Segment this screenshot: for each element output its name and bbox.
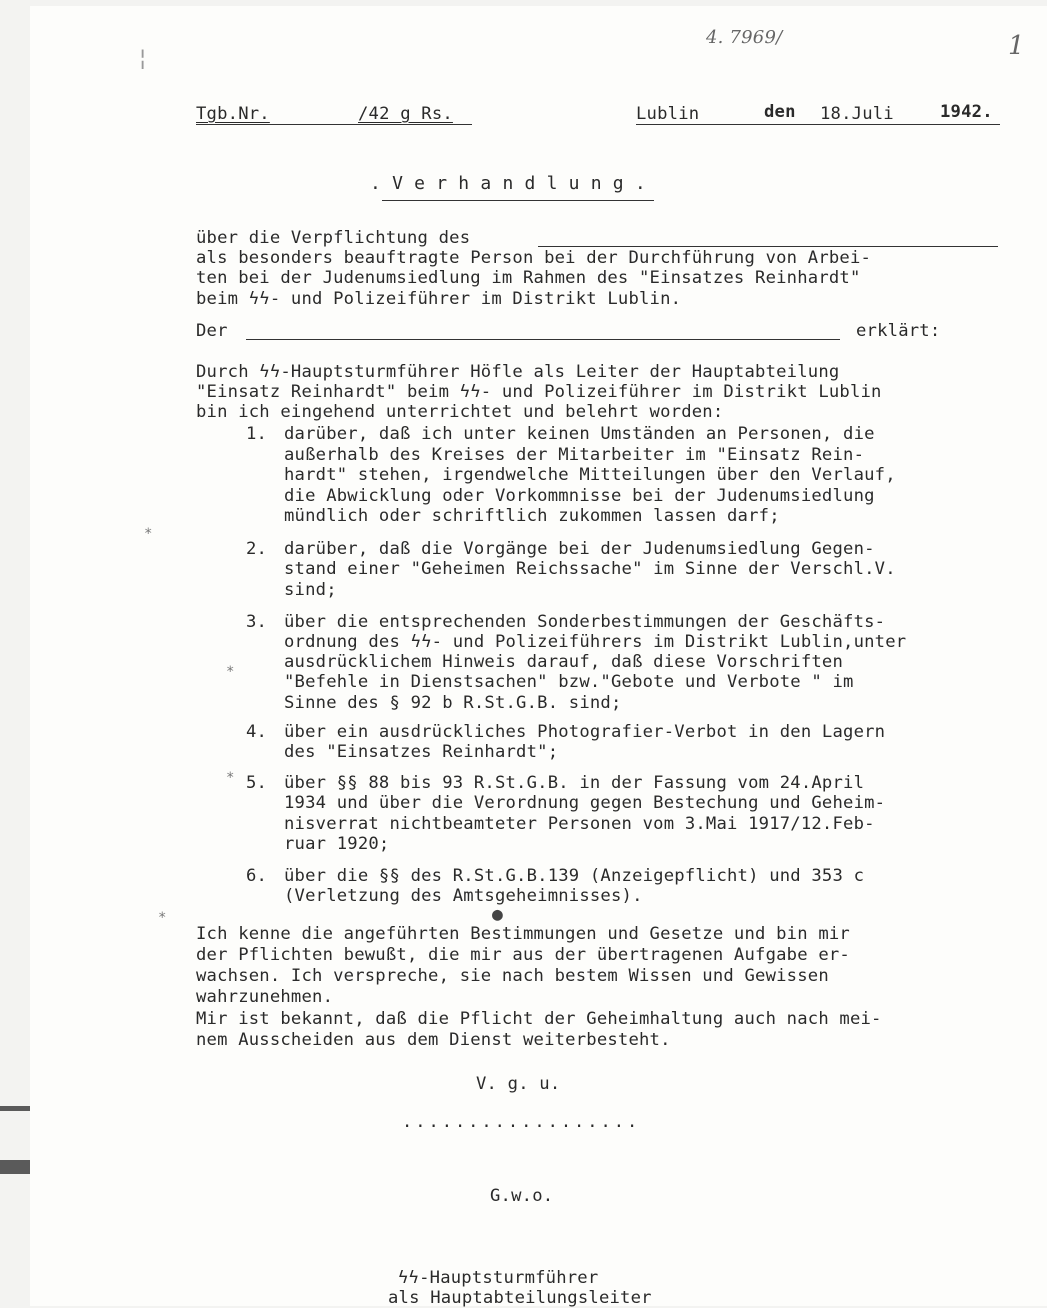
document-title: . V e r h a n d l u n g . (370, 173, 646, 194)
closing-line: nem Ausscheiden aus dem Dienst weiterbesteht. (196, 1030, 671, 1050)
scan-edge-mark (0, 1160, 30, 1174)
scan-edge-mark (0, 1106, 30, 1111)
item-line: ordnung des ϟϟ- und Polizeiführers im Distrikt Lublin,unter (284, 632, 907, 652)
signature-rank: ϟϟ-Hauptsturmführer (398, 1268, 599, 1288)
item-number: 1. (246, 424, 268, 444)
item-line: über die §§ des R.St.G.B.139 (Anzeigepflicht) und 353 c (284, 866, 865, 886)
date: 18.Juli (820, 104, 894, 124)
scan-speck: * (144, 526, 153, 542)
item-number: 6. (246, 866, 268, 886)
den-label: den (764, 102, 796, 122)
item-line: Sinne des § 92 b R.St.G.B. sind; (284, 693, 622, 713)
body-line: Durch ϟϟ-Hauptsturmführer Höfle als Leiter der Hauptabteilung (196, 362, 840, 382)
signature-title: als Hauptabteilungsleiter (388, 1288, 652, 1308)
item-line: stand einer "Geheimen Reichssache" im Sinne der Verschl.V. (284, 559, 896, 579)
closing-line: wahrzunehmen. (196, 987, 334, 1007)
tgb-number: /42 g Rs. (358, 104, 453, 124)
closing-line: Ich kenne die angeführten Bestimmungen und Gesetze und bin mir (196, 924, 850, 944)
signature-dotted-line: .................. (402, 1112, 641, 1132)
item-number: 2. (246, 539, 268, 559)
archive-number: 4. 7969/ (706, 27, 783, 48)
item-line: (Verletzung des Amtsgeheimnisses). (284, 886, 643, 906)
year: 1942. (940, 102, 993, 122)
tgb-label: Tgb.Nr. (196, 104, 270, 124)
item-line: 1934 und über die Verordnung gegen Bestechung und Geheim- (284, 793, 886, 813)
closing-line: der Pflichten bewußt, die mir aus der übertragenen Aufgabe er- (196, 945, 850, 965)
item-line: des "Einsatzes Reinhardt"; (284, 742, 559, 762)
item-line: ruar 1920; (284, 834, 390, 854)
scan-speck: ¦ (136, 46, 150, 71)
archive-page-number: 1 (1008, 31, 1025, 61)
item-line: über §§ 88 bis 93 R.St.G.B. in der Fassung vom 24.April (284, 773, 865, 793)
date-underline (636, 124, 1000, 125)
item-line: über ein ausdrückliches Photografier-Verbot in den Lagern (284, 722, 886, 742)
intro-line: über die Verpflichtung des (196, 228, 471, 248)
intro-line: beim ϟϟ- und Polizeiführer im Distrikt Lublin. (196, 289, 682, 309)
item-line: darüber, daß die Vorgänge bei der Judenumsiedlung Gegen- (284, 539, 875, 559)
item-line: ausdrücklichem Hinweis darauf, daß diese Vorschriften (284, 652, 844, 672)
place: Lublin (636, 104, 700, 124)
gwo-mark: G.w.o. (490, 1186, 554, 1206)
scan-speck: ● (492, 904, 503, 925)
item-line: sind; (284, 580, 337, 600)
intro-line: als besonders beauftragte Person bei der Durchführung von Arbei- (196, 248, 872, 268)
item-line: die Abwicklung oder Vorkommnisse bei der Judenumsiedlung (284, 486, 875, 506)
item-line: darüber, daß ich unter keinen Umständen an Personen, die (284, 424, 875, 444)
item-line: außerhalb des Kreises der Mitarbeiter im "Einsatz Rein- (284, 445, 865, 465)
closing-line: Mir ist bekannt, daß die Pflicht der Geheimhaltung auch nach mei- (196, 1009, 882, 1029)
der-label: Der (196, 321, 228, 341)
item-line: nisverrat nichtbeamteter Personen vom 3.Mai 1917/12.Feb- (284, 814, 875, 834)
item-line: hardt" stehen, irgendwelche Mitteilungen über den Verlauf, (284, 465, 896, 485)
der-blank-line (246, 339, 840, 340)
tgb-underline (196, 124, 472, 125)
scan-speck: * (226, 770, 235, 786)
document-page (30, 6, 1047, 1306)
closing-line: wachsen. Ich verspreche, sie nach bestem Wissen und Gewissen (196, 966, 829, 986)
name-blank-line (538, 246, 998, 247)
body-line: bin ich eingehend unterrichtet und belehrt worden: (196, 402, 724, 422)
item-number: 5. (246, 773, 268, 793)
item-number: 3. (246, 612, 268, 632)
item-line: über die entsprechenden Sonderbestimmungen der Geschäfts- (284, 612, 886, 632)
item-number: 4. (246, 722, 268, 742)
scan-speck: * (158, 910, 167, 926)
vgu-mark: V. g. u. (476, 1074, 561, 1094)
title-underline (382, 200, 654, 201)
item-line: "Befehle in Dienstsachen" bzw."Gebote und Verbote " im (284, 672, 854, 692)
body-line: "Einsatz Reinhardt" beim ϟϟ- und Polizeiführer im Distrikt Lublin (196, 382, 882, 402)
erklaert-label: erklärt: (856, 321, 941, 341)
scan-speck: * (226, 664, 235, 680)
item-line: mündlich oder schriftlich zukommen lassen darf; (284, 506, 780, 526)
intro-line: ten bei der Judenumsiedlung im Rahmen des "Einsatzes Reinhardt" (196, 268, 861, 288)
